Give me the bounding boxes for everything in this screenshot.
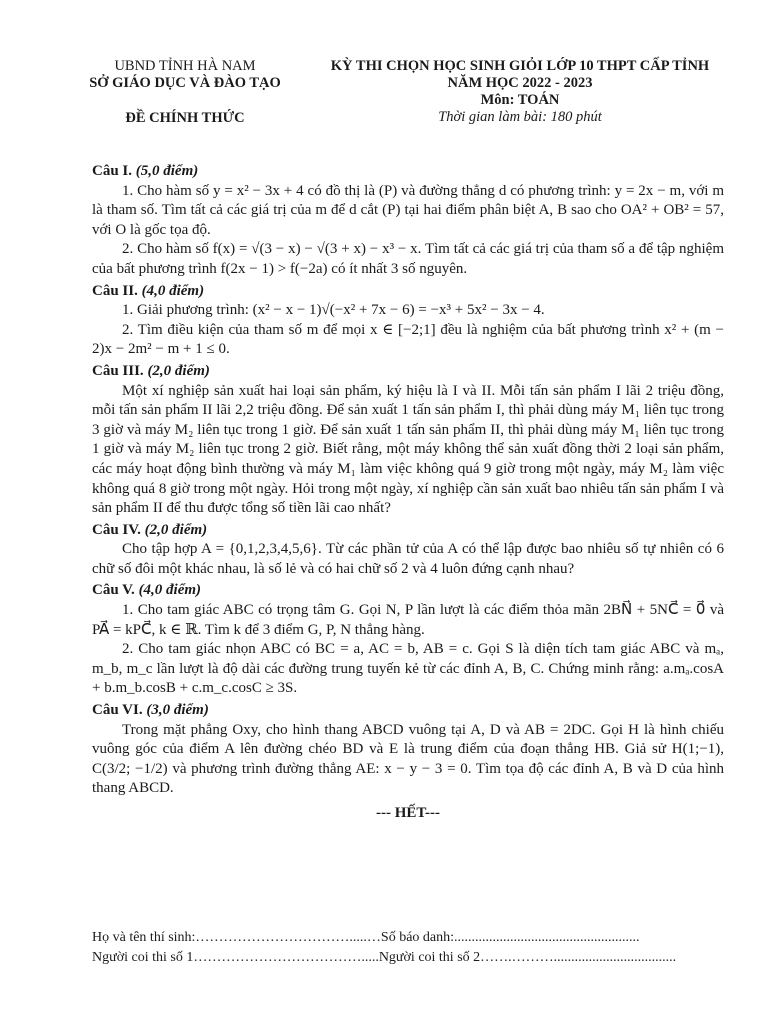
candidate-name-line: Họ và tên thí sinh:…………………………….....…Số báo danh:..................................................... [92,930,640,945]
question-2-points: (4,0 điểm) [141,282,205,299]
time-limit: Thời gian làm bài: 180 phút [438,109,602,125]
exam-header [0,58,768,128]
end-mark: --- HẾT--- [375,805,441,821]
question-1-part-1: 1. Cho hàm số y = x² − 3x + 4 có đồ thị là (P) và đường thẳng d có phương trình: y = 2x − m, với m là tham số. Tìm tất cả các giá trị của m để d cắt (P) tại hai điểm phân biệt A, B sao cho OA² + OB² = 57, với O là gốc tọa độ. [92,182,724,238]
question-5-points: (4,0 điểm) [138,582,202,599]
question-1-title: Câu I. [92,163,133,179]
question-2-heading [92,282,724,302]
question-1-points: (5,0 điểm) [135,163,199,179]
question-5-heading [92,581,724,601]
question-5-part-2: 2. Cho tam giác nhọn ABC có BC = a, AC = b, AB = c. Gọi S là diện tích tam giác ABC và mₐ, m_b, m_c lần lượt là độ dài các đường trung tuyến kẻ từ các đỉnh A, B, C. Chứng minh rằng: a.mₐ.cosA + b.m_b.cosB + c.m_c.cosC ≥ 3S. [92,641,724,697]
exam-body [92,160,724,822]
candidate-info [92,928,724,968]
question-1-part-2: 2. Cho hàm số f(x) = √(3 − x) − √(3 + x) − x³ − x. Tìm tất cả các giá trị của tham số a để tập nghiệm của bất phương trình f(2x − 1) > f(−2a) có ít nhất 3 số nguyên. [92,241,724,277]
question-1-heading [92,162,724,182]
question-5-title: Câu V. [92,582,135,599]
question-2-part-2: 2. Tìm điều kiện của tham số m để mọi x ∈ [−2;1] đều là nghiệm của bất phương trình x² + (m − 2)x − 2m² − m + 1 ≤ 0. [92,321,724,358]
question-3-body: Một xí nghiệp sản xuất hai loại sản phẩm, ký hiệu là I và II. Mỗi tấn sản phẩm I lãi 2 triệu đồng, mỗi tấn sản phẩm II lãi 2,2 triệu đồng. Để sản xuất 1 tấn sản phẩm I, thì phải dùng máy M₁ liên tục trong 3 giờ và máy M₂ liên tục trong 1 giờ. Để sản xuất 1 tấn sản phẩm II, thì phải dùng máy M₁ liên tục trong 1 giờ và máy M₂ liên tục trong 2 giờ. Biết rằng, một máy không thể sản xuất đồng thời 2 loại sản phẩm, các máy hoạt động bình thường và máy M₁ làm việc không quá 9 giờ trong một ngày, máy M₂ làm việc không quá 8 giờ trong một ngày. Hỏi trong một ngày, xí nghiệp cần sản xuất bao nhiêu tấn sản phẩm I và sản phẩm II để thu được tổng số tiền lãi cao nhất? [92,382,724,517]
exam-title: KỲ THI CHỌN HỌC SINH GIỎI LỚP 10 THPT CẤP TỈNH [330,58,710,74]
question-6-body: Trong mặt phẳng Oxy, cho hình thang ABCD vuông tại A, D và AB = 2DC. Gọi H là hình chiếu vuông góc của điểm A lên đường chéo BD và E là trung điểm của đoạn thẳng HB. Giả sử H(1;−1), C(3/2; −1/2) và phương trình đường thẳng AE: x − y − 3 = 0. Tìm tọa độ các đỉnh A, B và D của hình thang ABCD. [92,721,724,797]
exam-title-block [300,58,740,126]
question-4-points: (2,0 điểm) [144,521,208,538]
issuer-block [80,58,290,127]
school-year: NĂM HỌC 2022 - 2023 [447,75,593,91]
question-2-part-1: 1. Giải phương trình: (x² − x − 1)√(−x² + 7x − 6) = −x³ + 5x² − 3x − 4. [122,302,545,319]
question-6-points: (3,0 điểm) [146,702,209,719]
official-label: ĐỀ CHÍNH THỨC [125,110,245,126]
question-6-heading [92,701,724,721]
proctor-line: Người coi thi số 1……………………………….....Người coi thi số 2…….………................................... [92,950,677,965]
question-4-heading [92,521,724,541]
issuer-province: UBND TỈNH HÀ NAM [114,58,256,74]
subject: Môn: TOÁN [480,92,560,108]
question-5-part-1: 1. Cho tam giác ABC có trọng tâm G. Gọi N, P lần lượt là các điểm thỏa mãn 2BN⃗ + 5NC⃗ = 0⃗ và PA⃗ = kPC⃗, k ∈ ℝ. Tìm k để 3 điểm G, P, N thẳng hàng. [92,602,724,638]
question-6-title: Câu VI. [92,702,143,719]
issuer-department: SỞ GIÁO DỤC VÀ ĐÀO TẠO [89,75,281,91]
question-3-points: (2,0 điểm) [147,362,210,379]
question-4-body: Cho tập hợp A = {0,1,2,3,4,5,6}. Từ các phần tử của A có thể lập được bao nhiêu số tự nhiên có 6 chữ số đôi một khác nhau, là số lẻ và có hai chữ số 2 và 4 luôn đứng cạnh nhau? [92,541,724,577]
question-4-title: Câu IV. [92,521,141,538]
question-3-heading [92,362,724,382]
question-3-title: Câu III. [92,362,144,379]
question-2-title: Câu II. [92,282,138,299]
